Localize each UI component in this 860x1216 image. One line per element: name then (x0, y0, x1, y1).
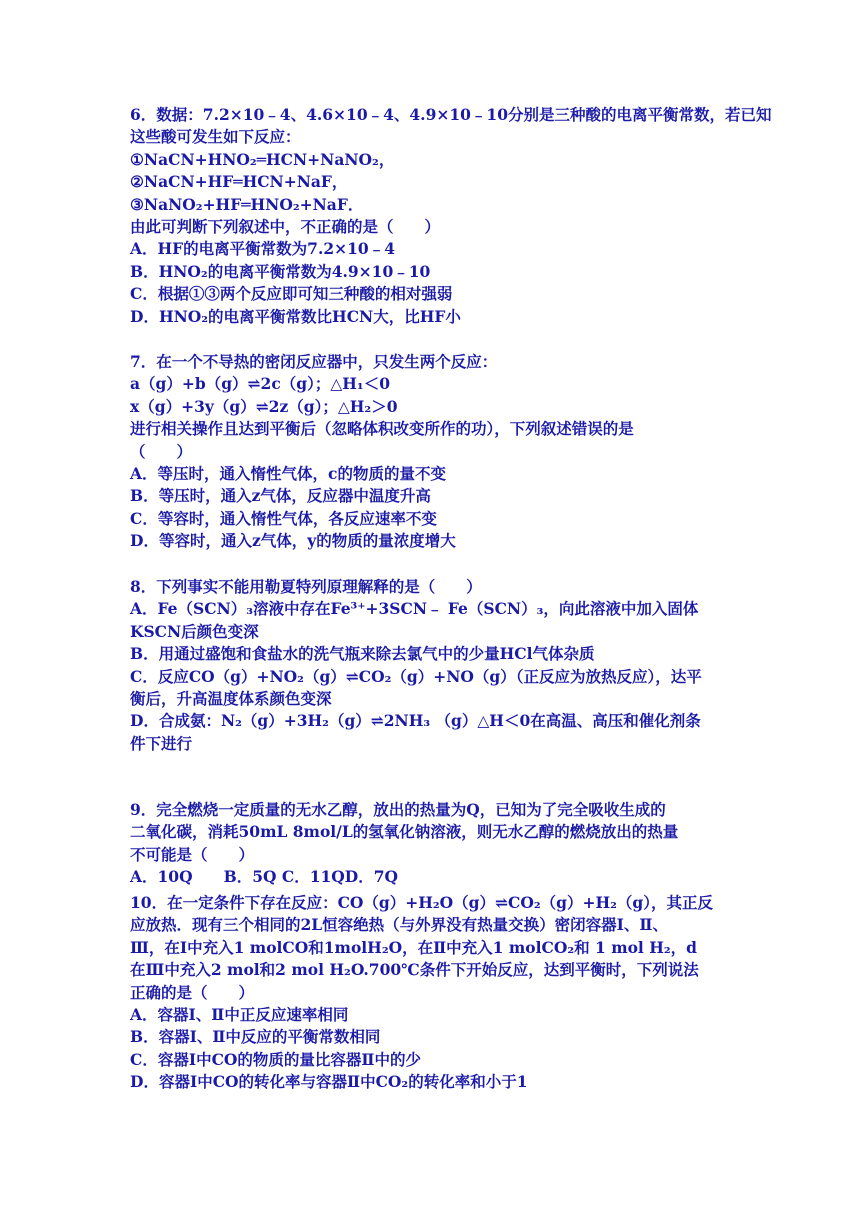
question-9-stem-line-3: 不可能是（ ） (130, 844, 255, 864)
question-7-option-b: B．等压时，通入z气体，反应器中温度升高 (130, 486, 431, 506)
question-6-stem-line-2: 这些酸可发生如下反应： (130, 127, 301, 147)
question-6-prompt: 由此可判断下列叙述中，不正确的是（ ） (130, 216, 441, 236)
question-8-option-d-line-2: 件下进行 (130, 733, 193, 753)
question-9-options: A．10Q B．5Q C．11QD．7Q (130, 867, 399, 887)
question-10-stem-line-3: Ⅲ，在Ⅰ中充入1 molCO和1molH₂O，在Ⅱ中充入1 molCO₂和 1 mol H₂，d (130, 937, 697, 957)
question-8-option-b: B．用通过盛饱和食盐水的洗气瓶来除去氯气中的少量HCl气体杂质 (130, 644, 595, 664)
question-7-prompt-line-1: 进行相关操作且达到平衡后（忽略体积改变所作的功），下列叙述错误的是 (130, 419, 634, 439)
question-8-stem: 8．下列事实不能用勒夏特列原理解释的是（ ） (130, 577, 482, 596)
question-10 (130, 892, 740, 1094)
question-9-stem-line-2: 二氧化碳，消耗50mL 8mol/L的氢氧化钠溶液，则无水乙醇的燃烧放出的热量 (130, 822, 679, 842)
question-9 (130, 799, 740, 889)
question-8-option-d-line-1: D．合成氨：N₂（g）+3H₂（g）⇌2NH₃ （g）△H＜0在高温、高压和催化剂条 (130, 711, 701, 731)
question-8 (130, 576, 740, 755)
question-10-stem-line-1: 10．在一定条件下存在反应：CO（g）+H₂O（g）⇌CO₂（g）+H₂（g），其正反 (130, 893, 713, 912)
question-10-prompt: 正确的是（ ） (130, 982, 255, 1002)
question-6 (130, 104, 772, 328)
question-7-prompt-line-2: （ ） (130, 441, 193, 461)
question-7 (130, 351, 740, 553)
question-7-stem-line-1: 7．在一个不导热的密闭反应器中，只发生两个反应： (130, 352, 498, 371)
question-10-stem-line-2: 应放热．现有三个相同的2L恒容绝热（与外界没有热量交换）密闭容器Ⅰ、Ⅱ、 (130, 915, 668, 935)
question-6-option-c: C．根据①③两个反应即可知三种酸的相对强弱 (130, 284, 453, 304)
question-10-option-b: B．容器Ⅰ、Ⅱ中反应的平衡常数相同 (130, 1027, 381, 1047)
question-8-option-a-line-2: KSCN后颜色变深 (130, 621, 259, 641)
question-10-option-c: C．容器Ⅰ中CO的物质的量比容器Ⅱ中的少 (130, 1049, 421, 1069)
question-6-option-b: B．HNO₂的电离平衡常数为4.9×10﹣10 (130, 261, 431, 281)
question-7-option-a: A．等压时，通入惰性气体，c的物质的量不变 (130, 463, 446, 483)
question-9-stem-line-1: 9．完全燃烧一定质量的无水乙醇，放出的热量为Q，已知为了完全吸收生成的 (130, 800, 666, 819)
question-8-option-c-line-1: C．反应CO（g）+NO₂（g）⇌CO₂（g）+NO（g）（正反应为放热反应），达平 (130, 666, 702, 686)
question-10-option-a: A．容器Ⅰ、Ⅱ中正反应速率相同 (130, 1004, 349, 1024)
question-6-option-d: D．HNO₂的电离平衡常数比HCN大，比HF小 (130, 306, 461, 326)
question-6-reaction-2: ②NaCN+HF═HCN+NaF， (130, 172, 348, 192)
question-6-reaction-3: ③NaNO₂+HF═HNO₂+NaF． (130, 194, 364, 214)
question-8-option-a-line-1: A．Fe（SCN）₃溶液中存在Fe³⁺+3SCN﹣ Fe（SCN）₃，向此溶液中加入固体 (130, 599, 699, 619)
question-7-option-d: D．等容时，通入z气体，y的物质的量浓度增大 (130, 531, 456, 551)
question-10-stem-line-4: 在Ⅲ中充入2 mol和2 mol H₂O.700℃条件下开始反应，达到平衡时，下列说法 (130, 960, 699, 980)
question-7-reaction-2: x（g）+3y（g）⇌2z（g）；△H₂＞0 (130, 396, 398, 416)
question-7-reaction-1: a（g）+b（g）⇌2c（g）；△H₁＜0 (130, 374, 390, 394)
question-8-option-c-line-2: 衡后，升高温度体系颜色变深 (130, 688, 332, 708)
question-10-option-d: D．容器Ⅰ中CO的转化率与容器Ⅱ中CO₂的转化率和小于1 (130, 1072, 528, 1092)
question-6-stem-line-1: 6．数据：7.2×10﹣4、4.6×10﹣4、4.9×10﹣10分别是三种酸的电离平衡常数，若已知 (130, 105, 772, 124)
question-7-option-c: C．等容时，通入惰性气体，各反应速率不变 (130, 508, 437, 528)
question-6-reaction-1: ①NaCN+HNO₂═HCN+NaNO₂， (130, 149, 395, 169)
question-6-option-a: A．HF的电离平衡常数为7.2×10﹣4 (130, 239, 395, 259)
